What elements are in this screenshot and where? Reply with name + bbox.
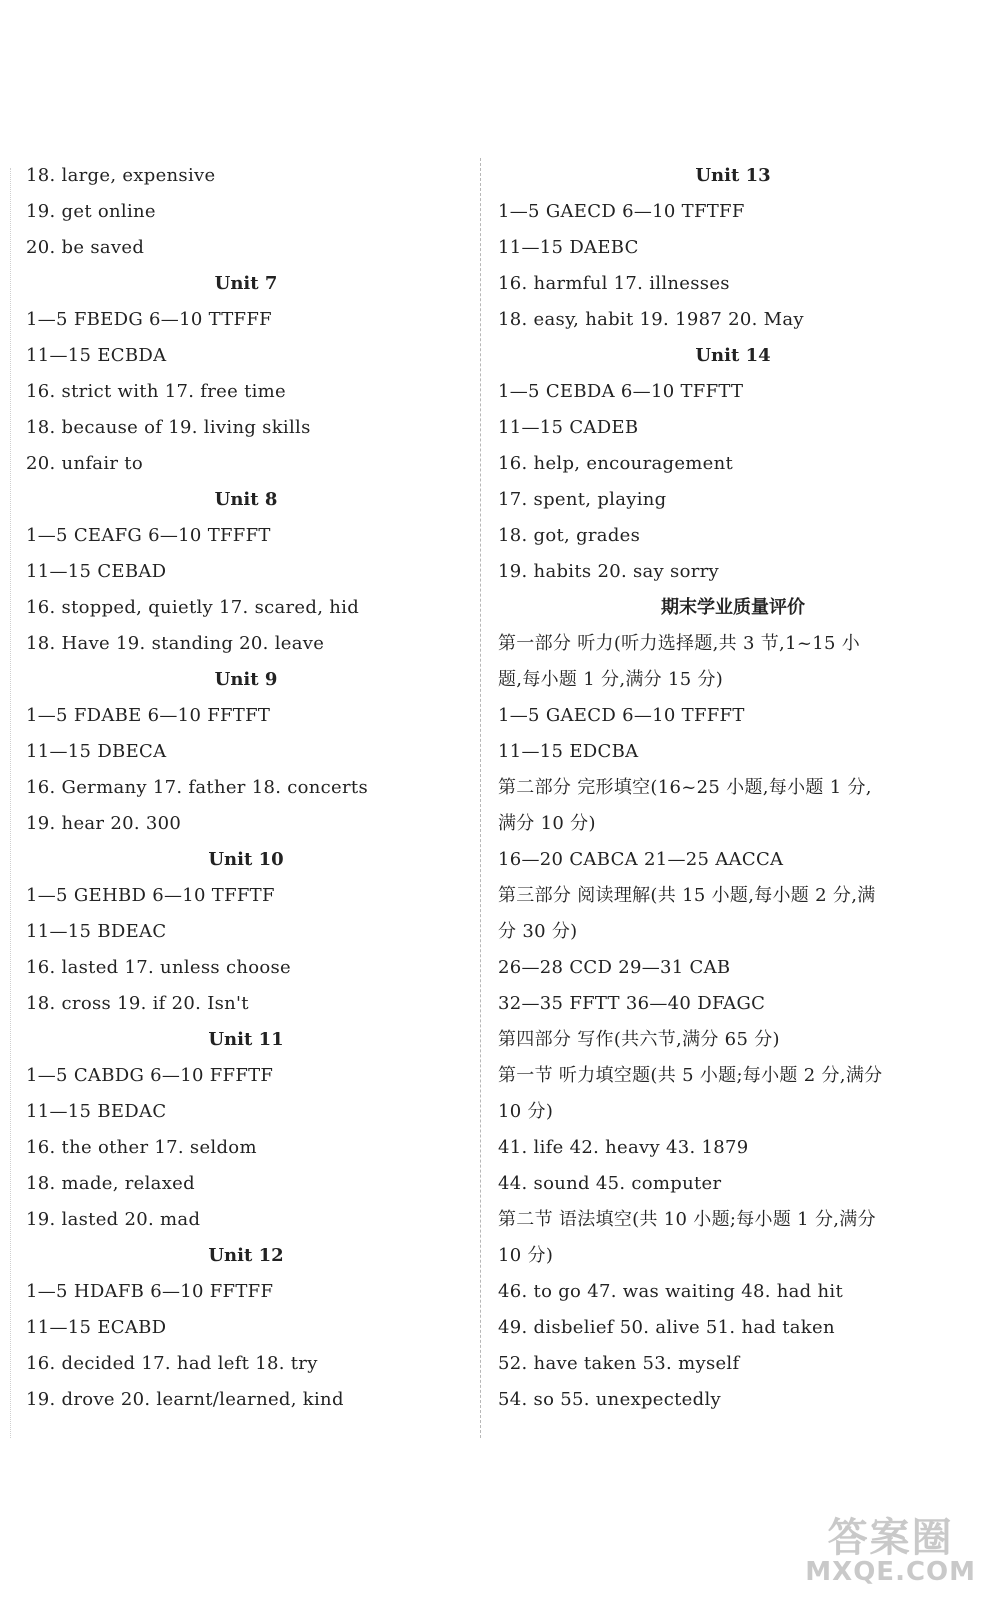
answer-line: 11—15 DBECA [26,741,167,762]
answer-line: 46. to go 47. was waiting 48. had hit [498,1281,843,1302]
answer-line: 18. easy, habit 19. 1987 20. May [498,309,804,330]
answer-line: 20. unfair to [26,453,143,474]
answer-line: 16. strict with 17. free time [26,381,286,402]
answer-line: 第一部分 听力(听力选择题,共 3 节,1~15 小 [498,633,861,654]
answer-line: 16. help, encouragement [498,453,734,474]
answer-line: 满分 10 分) [498,813,596,834]
answer-line: 第二节 语法填空(共 10 小题;每小题 1 分,满分 [498,1209,876,1230]
answer-line: 41. life 42. heavy 43. 1879 [498,1137,749,1158]
answer-line: 16. lasted 17. unless choose [26,957,291,978]
answer-line: 1—5 HDAFB 6—10 FFTFF [26,1281,274,1302]
answer-line: 20. be saved [26,237,145,258]
answer-line: 第一节 听力填空题(共 5 小题;每小题 2 分,满分 [498,1065,883,1086]
answer-line: 10 分) [498,1245,554,1266]
answer-line: 11—15 CEBAD [26,561,167,582]
answer-line: 49. disbelief 50. alive 51. had taken [498,1317,835,1338]
answer-line: 32—35 FFTT 36—40 DFAGC [498,993,766,1014]
answer-line: 16—20 CABCA 21—25 AACCA [498,849,784,870]
answer-line: 52. have taken 53. myself [498,1353,740,1374]
section-heading: Unit 11 [208,1029,284,1050]
answer-line: 11—15 ECBDA [26,345,167,366]
section-heading: Unit 10 [208,849,284,870]
answer-line: 19. drove 20. learnt/learned, kind [26,1389,344,1410]
section-heading: Unit 8 [214,489,278,510]
watermark-text: 答案圈 [827,1514,954,1561]
answer-line: 1—5 CEAFG 6—10 TFFFT [26,525,271,546]
answer-line: 16. stopped, quietly 17. scared, hid [26,597,360,618]
answer-line: 18. cross 19. if 20. Isn't [26,993,249,1014]
section-heading: 期末学业质量评价 [661,597,805,618]
answer-line: 10 分) [498,1101,554,1122]
answer-line: 分 30 分) [498,921,578,942]
right-column [498,158,968,1418]
answer-line: 16. Germany 17. father 18. concerts [26,777,368,798]
answer-line: 54. so 55. unexpectedly [498,1389,721,1410]
left-column [26,158,466,1418]
answer-line: 44. sound 45. computer [498,1173,722,1194]
answer-line: 19. hear 20. 300 [26,813,182,834]
answer-line: 1—5 FBEDG 6—10 TTFFF [26,309,272,330]
answer-line: 第四部分 写作(共六节,满分 65 分) [498,1029,780,1050]
answer-line: 16. harmful 17. illnesses [498,273,730,294]
answer-line: 16. the other 17. seldom [26,1137,257,1158]
answer-line: 26—28 CCD 29—31 CAB [498,957,731,978]
answer-line: 18. because of 19. living skills [26,417,311,438]
answer-line: 1—5 CABDG 6—10 FFFTF [26,1065,274,1086]
answer-line: 19. lasted 20. mad [26,1209,201,1230]
watermark-url: MXQE.COM [805,1556,976,1587]
answer-line: 11—15 CADEB [498,417,639,438]
section-heading: Unit 12 [208,1245,284,1266]
answer-line: 18. Have 19. standing 20. leave [26,633,325,654]
answer-line: 11—15 DAEBC [498,237,639,258]
answer-line: 1—5 CEBDA 6—10 TFFTT [498,381,744,402]
watermark-logo [805,1514,976,1587]
answer-line: 19. get online [26,201,156,222]
answer-line: 18. got, grades [498,525,641,546]
section-heading: Unit 14 [695,345,771,366]
answer-line: 第二部分 完形填空(16~25 小题,每小题 1 分, [498,777,872,798]
column-divider [480,158,481,1438]
section-heading: Unit 13 [695,165,771,186]
answer-line: 18. large, expensive [26,165,216,186]
answer-line: 题,每小题 1 分,满分 15 分) [498,669,724,690]
answer-line: 16. decided 17. had left 18. try [26,1353,318,1374]
answer-line: 18. made, relaxed [26,1173,195,1194]
section-heading: Unit 7 [214,273,278,294]
answer-line: 17. spent, playing [498,489,667,510]
answer-line: 11—15 ECABD [26,1317,167,1338]
answer-line: 1—5 FDABE 6—10 FFTFT [26,705,271,726]
answer-line: 1—5 GAECD 6—10 TFFFT [498,705,745,726]
answer-line: 1—5 GAECD 6—10 TFTFF [498,201,745,222]
answer-line: 1—5 GEHBD 6—10 TFFTF [26,885,275,906]
answer-line: 19. habits 20. say sorry [498,561,720,582]
answer-line: 11—15 EDCBA [498,741,639,762]
answer-line: 第三部分 阅读理解(共 15 小题,每小题 2 分,满 [498,885,876,906]
page-edge-line [10,168,11,1438]
answer-line: 11—15 BDEAC [26,921,167,942]
section-heading: Unit 9 [214,669,278,690]
answer-line: 11—15 BEDAC [26,1101,167,1122]
